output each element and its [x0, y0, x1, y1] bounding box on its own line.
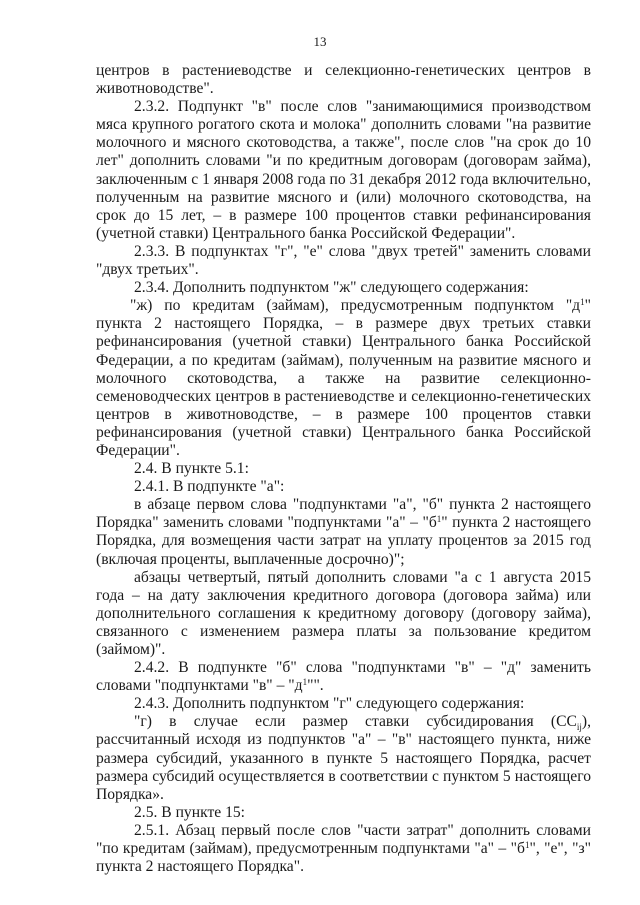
paragraph-subpoint-zh: "ж) по кредитам (займам), предусмотренным подпунктом "$д^1$" пункта 2 настоящего Порядка, – в размере двух третьих ставки рефинансирования (учетной ставки) Центрального банка Российской Федерации, а по кредитам (займам), полученным на развитие мясного и молочного скотоводства, а также на развитие селекционно-семеноводческих центров в растениеводстве и селекционно-генетических центров в животноводстве, – в размере 100 процентов ставки рефинансирования (учетной ставки) Центрального банка Российской Федерации".	[96, 297, 591, 459]
paragraph-2-3-4: 2.3.4. Дополнить подпунктом "ж" следующего содержания:	[134, 279, 529, 297]
paragraph-2-3-2: 2.3.2. Подпункт "в" после слов "занимающимися производством мяса крупного рогатого скота и молока" дополнить словами "на развитие молочного и мясного скотоводства, а также", после слов "на срок до 10 лет" дополнить словами "и по кредитным договорам (договорам займа), заключенным с 1 января 2008 года по 31 декабря 2012 года включительно, полученным на развитие мясного и (или) молочного скотоводства, на срок до 15 лет, – в размере 100 процентов ставки рефинансирования (учетной ставки) Центрального банка Российской Федерации".	[96, 98, 591, 242]
paragraph-2-4-2: 2.4.2. В подпункте "б" слова "подпунктами "в" – "д" заменить словами "подпунктами "в" – "$д^1$"".	[96, 659, 591, 695]
paragraph-subpoint-g: "г) в случае если размер ставки субсидирования $(СС_{ij})$, рассчитанный исходя из подпунктов "а" – "в" настоящего пункта, ниже размера субсидий, указанного в пункте 5 настоящего Порядка, расчет размера субсидий осуществляется в соответствии с пунктом 5 настоящего Порядка».	[96, 713, 591, 803]
paragraph-2-4: 2.4. В пункте 5.1:	[134, 460, 249, 478]
document-body	[96, 62, 591, 876]
page-number: 13	[313, 34, 327, 49]
paragraph-2-4-1: 2.4.1. В подпункте "а":	[134, 478, 285, 496]
paragraph-fourth-fifth-abzats: абзацы четвертый, пятый дополнить словами "а с 1 августа 2015 года – на дату заключения кредитного договора (договора займа) или дополнительного соглашения к кредитному договору (договору займа), связанного с изменением размера платы за пользование кредитом (займом)".	[96, 568, 591, 658]
paragraph-continuation: центров в растениеводстве и селекционно-генетических центров в животноводстве".	[96, 62, 591, 98]
paragraph-2-3-3: 2.3.3. В подпунктах "г", "е" слова "двух третей" заменить словами "двух третьих".	[96, 242, 591, 279]
paragraph-2-5-1: 2.5.1. Абзац первый после слов "части затрат" дополнить словами "по кредитам (займам), предусмотренным подпунктами "а" – "$б^1$", "е", "з" пункта 2 настоящего Порядка".	[96, 821, 591, 876]
paragraph-first-abzats: в абзаце первом слова "подпунктами "а", "б" пункта 2 настоящего Порядка" заменить словами "подпунктами "а" – "$б^1$" пункта 2 настоящего Порядка, для возмещения части затрат на уплату процентов за 2015 год (включая проценты, выплаченные досрочно)";	[96, 496, 591, 568]
paragraph-2-5: 2.5. В пункте 15:	[134, 803, 246, 821]
paragraph-2-4-3: 2.4.3. Дополнить подпунктом "г" следующего содержания:	[134, 695, 525, 713]
